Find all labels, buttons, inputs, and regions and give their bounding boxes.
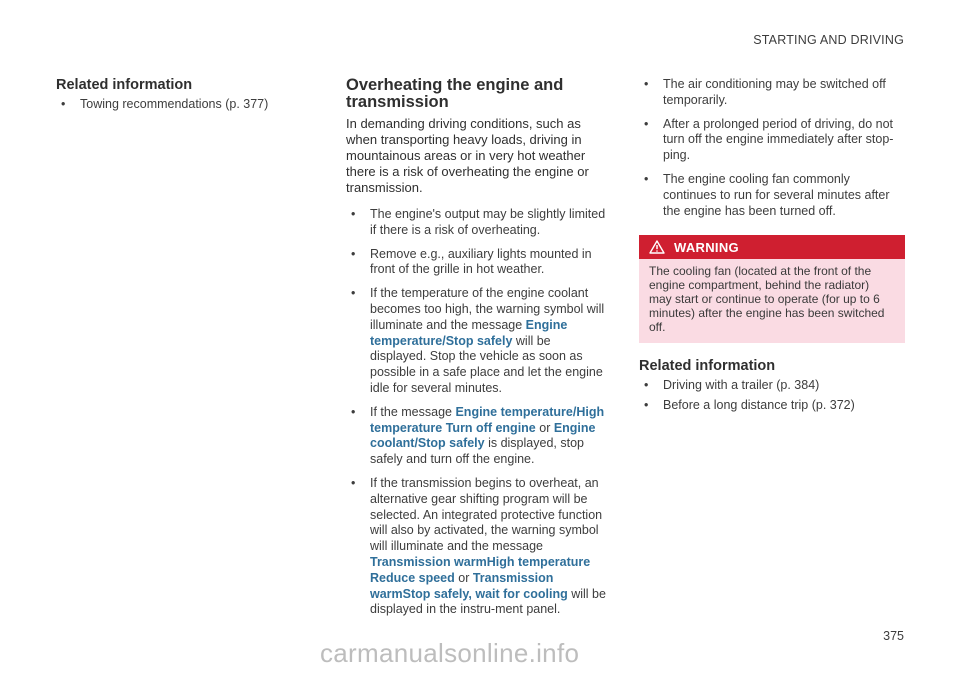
related-links-list — [639, 378, 905, 414]
watermark: carmanualsonline.info — [320, 638, 580, 668]
related-link[interactable] — [639, 378, 905, 394]
list-item-text: or — [535, 420, 554, 435]
bullet-icon: • — [644, 77, 649, 91]
related-link[interactable] — [56, 97, 296, 113]
list-item-text: If the message — [370, 404, 456, 419]
list-item — [346, 207, 608, 239]
warning-triangle-icon — [649, 240, 665, 254]
right-column — [639, 77, 905, 418]
related-links-list — [56, 97, 296, 113]
bullet-icon: • — [351, 286, 356, 301]
list-item — [639, 77, 905, 109]
bullet-icon: • — [351, 207, 356, 221]
list-item-text: will be displayed. Stop the vehicle as soon as possible in a safe place and let the engine idle for several minutes. — [370, 333, 603, 395]
list-item — [639, 172, 905, 219]
display-message: Transmission warmHigh temperature Reduce speed — [370, 554, 591, 585]
section-header: STARTING AND DRIVING — [753, 33, 904, 47]
list-item-text: The engine cooling fan commonly continues to run for several minutes after the engine has been turned off. — [663, 171, 890, 218]
bullet-icon: • — [644, 398, 649, 413]
related-information-heading: Related information — [639, 358, 776, 375]
warning-text: The cooling fan (located at the front of the engine compartment, behind the radiator) may start or continue to operate (for up to 6 minutes) after the engine has been switched off. — [649, 264, 885, 334]
list-item-text: is displayed, stop safely and turn off the engine. — [370, 436, 584, 467]
display-message: Engine coolant/Stop safely — [370, 420, 596, 451]
list-item — [346, 476, 608, 618]
intro-paragraph: In demanding driving conditions, such as when transporting heavy loads, driving in mountainous areas or in very hot weather there is a risk of overheating the engine or transmission. — [346, 116, 589, 195]
list-item-text: If the transmission begins to overheat, an alternative gear shifting program will be selected. An integrated protective function will also by activated, the warning symbol will illuminate and the message — [370, 475, 603, 554]
list-item-text: or — [454, 570, 473, 585]
bullet-icon: • — [351, 404, 356, 419]
list-item — [346, 286, 608, 397]
related-link-text: Before a long distance trip (p. 372) — [663, 398, 855, 413]
list-item — [639, 117, 905, 164]
display-message: Engine temperature/High temperature Turn off engine — [370, 404, 605, 435]
warning-header — [639, 235, 905, 259]
page-number: 375 — [883, 629, 904, 643]
list-item-text: will be displayed in the instru-ment panel. — [370, 586, 606, 617]
overheating-tips-list-continued — [639, 77, 905, 219]
related-link-text: Driving with a trailer (p. 384) — [663, 378, 820, 393]
warning-box — [639, 235, 905, 343]
related-link[interactable] — [639, 398, 905, 414]
article-title: Overheating the engine and transmission — [346, 76, 564, 111]
bullet-icon: • — [644, 171, 649, 186]
list-item — [346, 405, 608, 468]
related-link-text: Towing recommendations (p. 377) — [80, 97, 269, 111]
bullet-icon: • — [644, 116, 649, 131]
display-message: Transmission warmStop safely, wait for cooling — [370, 570, 568, 601]
bullet-icon: • — [644, 378, 649, 393]
related-information-heading: Related information — [56, 77, 193, 93]
list-item — [346, 247, 608, 279]
list-item-text: The air conditioning may be switched off temporarily. — [663, 77, 886, 107]
overheating-tips-list — [346, 207, 608, 618]
left-column — [56, 77, 296, 117]
list-item-text: After a prolonged period of driving, do not turn off the engine immediately after stop-ping. — [663, 116, 894, 163]
middle-column — [346, 77, 608, 626]
display-message: Engine temperature/Stop safely — [370, 317, 568, 348]
list-item-text: The engine's output may be slightly limited if there is a risk of overheating. — [370, 207, 606, 237]
bullet-icon: • — [351, 246, 356, 261]
list-item-text: Remove e.g., auxiliary lights mounted in front of the grille in hot weather. — [370, 246, 592, 277]
warning-label: WARNING — [674, 239, 739, 255]
list-item-text: If the temperature of the engine coolant becomes too high, the warning symbol will illuminate and the message — [370, 286, 605, 332]
bullet-icon: • — [61, 97, 66, 111]
bullet-icon: • — [351, 475, 356, 490]
